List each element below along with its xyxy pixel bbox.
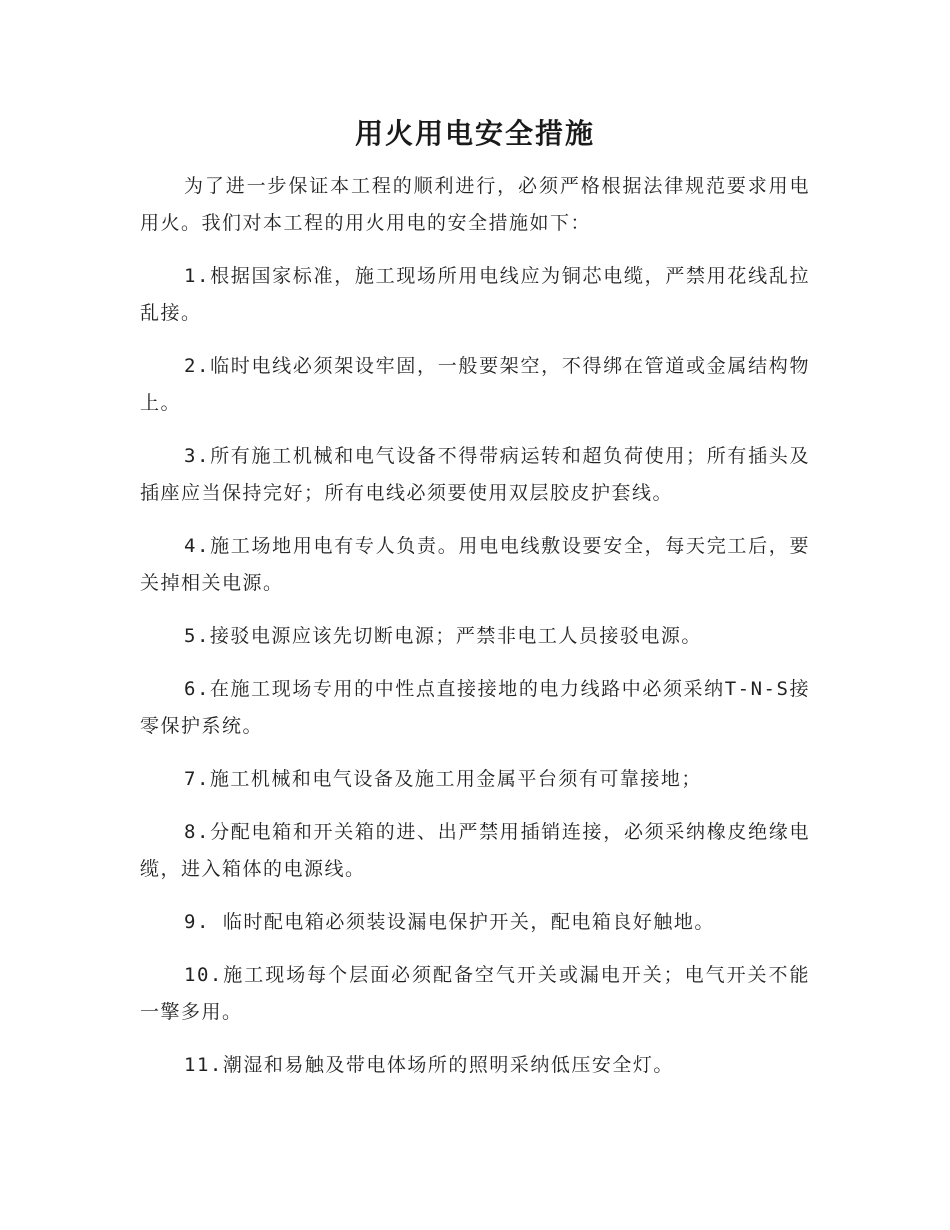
intro-paragraph: 为了进一步保证本工程的顺利进行，必须严格根据法律规范要求用电用火。我们对本工程的用火用电的安全措施如下：	[140, 175, 810, 234]
list-item: 5.接驳电源应该先切断电源；严禁非电工人员接驳电源。	[184, 625, 702, 647]
list-item: 10.施工现场每个层面必须配备空气开关或漏电开关；电气开关不能一擎多用。	[140, 964, 810, 1023]
list-item: 9. 临时配电箱必须装设漏电保护开关，配电箱良好触地。	[184, 911, 715, 933]
list-item: 8.分配电箱和开关箱的进、出严禁用插销连接，必须采纳橡皮绝缘电缆，进入箱体的电源线。	[140, 821, 810, 880]
list-item: 7.施工机械和电气设备及施工用金属平台须有可靠接地；	[184, 768, 702, 790]
list-item: 4.施工场地用电有专人负责。用电电线敷设要安全，每天完工后，要关掉相关电源。	[140, 535, 810, 594]
list-item: 1.根据国家标准，施工现场所用电线应为铜芯电缆，严禁用花线乱拉乱接。	[140, 265, 810, 324]
list-item: 6.在施工现场专用的中性点直接接地的电力线路中必须采纳T-N-S接零保护系统。	[140, 678, 810, 737]
list-item: 2.临时电线必须架设牢固，一般要架空，不得绑在管道或金属结构物上。	[140, 355, 810, 414]
document-body	[140, 168, 810, 1100]
page-title: 用火用电安全措施	[354, 117, 595, 150]
list-item: 11.潮湿和易触及带电体场所的照明采纳低压安全灯。	[184, 1054, 674, 1076]
list-item: 3.所有施工机械和电气设备不得带病运转和超负荷使用；所有插头及插座应当保持完好；所有电线必须要使用双层胶皮护套线。	[140, 445, 810, 504]
